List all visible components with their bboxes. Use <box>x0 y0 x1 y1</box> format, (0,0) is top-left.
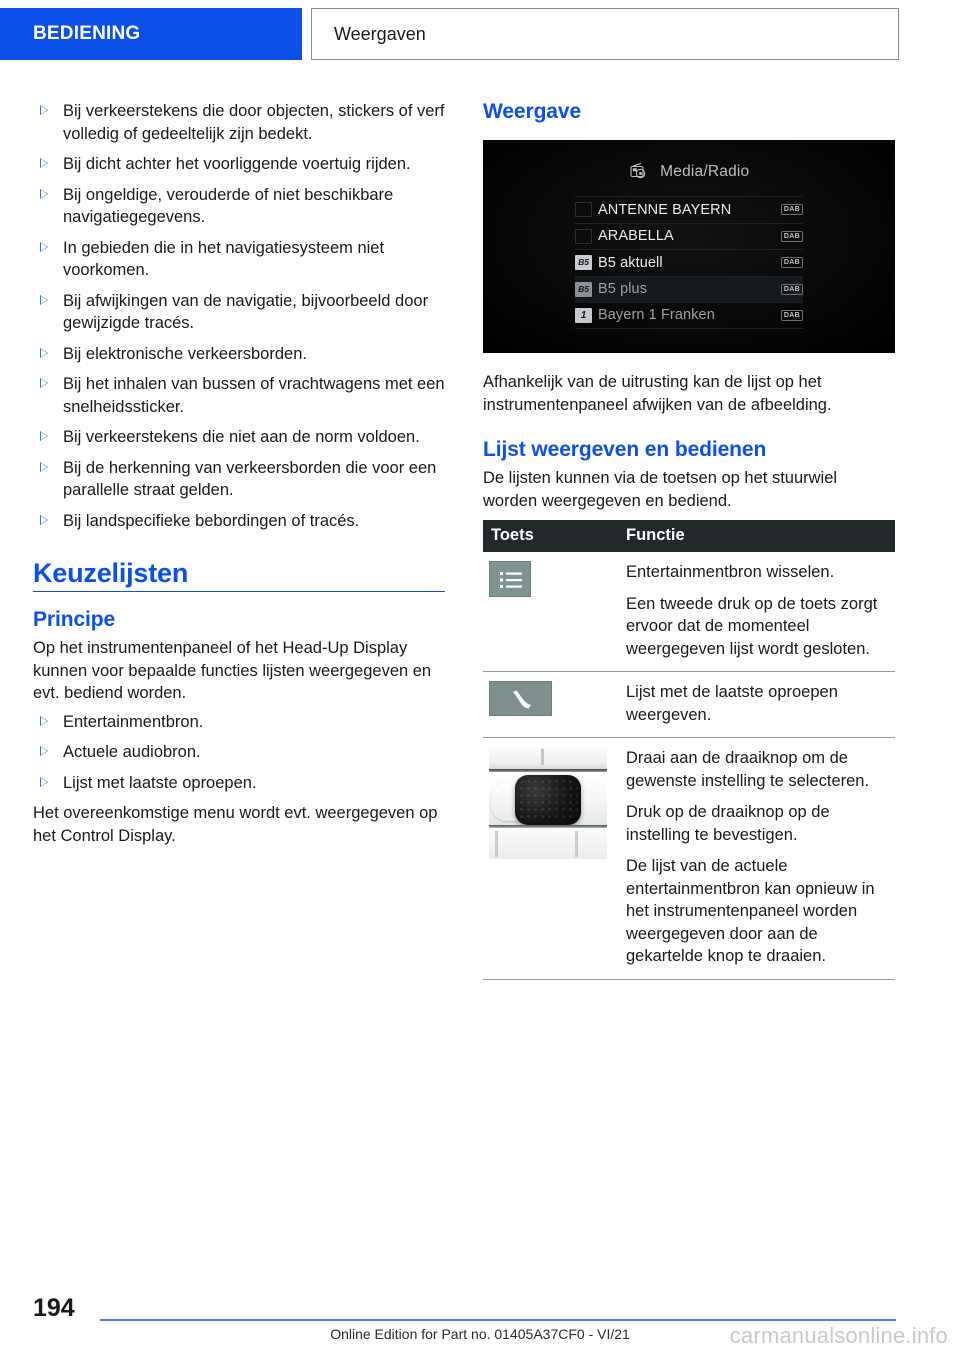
list-item <box>33 184 445 229</box>
list-item-text: Bij de herkenning van verkeersborden die voor een parallelle straat gelden. <box>63 458 437 499</box>
list-item-text: Lijst met laatste oproepen. <box>63 773 257 792</box>
list-item <box>33 373 445 418</box>
table-row <box>483 738 895 980</box>
station-logo-icon: 1 <box>575 308 592 323</box>
list-button-icon <box>489 561 531 597</box>
list-item-text: In gebieden die in het navigatiesysteem niet voorkomen. <box>63 238 385 279</box>
dab-badge: DAB <box>781 204 803 215</box>
triangle-bullet-icon <box>40 348 49 359</box>
table-header-row <box>483 520 895 552</box>
list-item-text: Entertainmentbron. <box>63 712 204 731</box>
station-name: ARABELLA <box>598 228 674 245</box>
table-row <box>483 672 895 738</box>
triangle-bullet-icon <box>40 462 49 473</box>
list-item-text: Bij ongeldige, verouderde of niet beschikbare navigatiegegevens. <box>63 185 394 226</box>
header-chapter-label: BEDIENING <box>33 23 141 44</box>
table-cell-function <box>618 672 895 738</box>
station-logo-icon <box>575 202 592 217</box>
function-text: Lijst met de laatste oproepen weergeven. <box>626 683 838 724</box>
triangle-bullet-icon <box>40 189 49 200</box>
station-logo-icon: B5 <box>575 255 592 270</box>
display-title-row <box>483 163 895 184</box>
footer-rule <box>100 1319 896 1321</box>
lijst-intro-text: De lijsten kunnen via de toetsen op het stuurwiel worden weergegeven en bediend. <box>483 469 838 510</box>
dab-badge: DAB <box>781 231 803 242</box>
station-name: B5 plus <box>598 281 648 298</box>
radio-icon <box>629 163 649 184</box>
list-item <box>33 711 445 734</box>
list-item-text: Bij elektronische verkeersborden. <box>63 344 307 363</box>
function-text: De lijst van de actuele entertainmentbron kan opnieuw in het instrumentenpaneel worden weergegeven door aan de gekartelde knop te draaien. <box>626 857 875 965</box>
station-logo-icon <box>575 229 592 244</box>
display-list-item <box>575 302 803 329</box>
header-section-label: Weergaven <box>334 23 426 44</box>
figure-caption: Afhankelijk van de uitrusting kan de lijst op het instrumentenpaneel afwijken van de afbeelding. <box>483 373 832 414</box>
limitations-bullet-list <box>33 100 445 532</box>
triangle-bullet-icon <box>40 295 49 306</box>
list-item-text: Bij het inhalen van bussen of vrachtwagens met een snelheidssticker. <box>63 375 445 416</box>
triangle-bullet-icon <box>40 716 49 727</box>
list-item <box>33 237 445 282</box>
list-item-text: Bij afwijkingen van de navigatie, bijvoorbeeld door gewijzigde tracés. <box>63 291 429 332</box>
left-column <box>33 100 445 849</box>
triangle-bullet-icon <box>40 242 49 253</box>
station-name: B5 aktuell <box>598 254 663 271</box>
table-cell-icon <box>483 672 618 738</box>
display-list-item-selected <box>575 276 803 303</box>
table-body <box>483 552 895 979</box>
subheading-lijst-weergeven: Lijst weergeven en bedienen <box>483 438 767 461</box>
list-item-text: Bij landspecifieke bebordingen of tracés. <box>63 511 360 530</box>
list-item <box>33 741 445 764</box>
list-item <box>33 426 445 449</box>
controls-table <box>483 520 895 980</box>
knob-photo-panel-top <box>489 747 607 769</box>
list-item <box>33 100 445 145</box>
display-list-item <box>575 223 803 250</box>
triangle-bullet-icon <box>40 378 49 389</box>
page-number: 194 <box>33 1294 75 1322</box>
table-cell-function <box>618 738 895 980</box>
station-name: ANTENNE BAYERN <box>598 201 732 218</box>
function-text: Druk op de draaiknop op de instelling te bevestigen. <box>626 803 830 844</box>
list-item <box>33 290 445 335</box>
list-item-text: Bij verkeerstekens die niet aan de norm voldoen. <box>63 428 420 446</box>
page-header <box>0 8 960 60</box>
list-item <box>33 153 445 176</box>
triangle-bullet-icon <box>40 105 49 116</box>
function-text: Een tweede druk op de toets zorgt ervoor dat de momenteel weergegeven lijst wordt gesloten. <box>626 594 878 658</box>
right-column <box>483 100 895 980</box>
column-header-functie: Functie <box>618 520 895 552</box>
list-item <box>33 772 445 795</box>
list-item-text: Actuele audiobron. <box>63 743 201 761</box>
header-chapter-tab <box>0 8 302 60</box>
knob-photo-panel-bottom <box>489 828 607 859</box>
function-text: Draai aan de draaiknop om de gewenste instelling te selecteren. <box>626 749 870 790</box>
table-row <box>483 552 895 672</box>
triangle-bullet-icon <box>40 515 49 526</box>
principe-outro-text: Het overeenkomstige menu wordt evt. weergegeven op het Control Display. <box>33 804 438 845</box>
dab-badge: DAB <box>781 284 803 295</box>
dab-badge: DAB <box>781 257 803 268</box>
table-cell-function <box>618 552 895 672</box>
display-list-item <box>575 249 803 276</box>
footer-edition-note: Online Edition for Part no. 01405A37CF0 - VI/21 <box>330 1326 630 1342</box>
heading-rule <box>33 591 445 592</box>
column-header-toets: Toets <box>483 520 618 552</box>
list-item-text: Bij verkeerstekens die door objecten, stickers of verf volledig of gedeeltelijk zijn bedekt. <box>63 102 445 143</box>
display-list-item <box>575 196 803 223</box>
table-head <box>483 520 895 552</box>
list-item <box>33 457 445 502</box>
principe-intro-text: Op het instrumentenpaneel of het Head-Up Display kunnen voor bepaalde functies lijsten weergegeven en evt. bediend worden. <box>33 639 432 702</box>
triangle-bullet-icon <box>40 158 49 169</box>
table-cell-icon <box>483 552 618 672</box>
instrument-display-figure <box>483 140 895 353</box>
dab-badge: DAB <box>781 310 803 321</box>
display-station-list <box>575 196 803 329</box>
knob-photo-tick <box>575 831 578 857</box>
function-text: Entertainmentbron wisselen. <box>626 563 835 581</box>
list-item <box>33 343 445 366</box>
station-logo-icon: B5 <box>575 282 592 297</box>
subheading-weergave: Weergave <box>483 100 582 123</box>
triangle-bullet-icon <box>40 777 49 788</box>
rotary-knob-photo <box>489 747 607 859</box>
knob-photo-tick <box>541 749 544 765</box>
table-cell-icon <box>483 738 618 980</box>
triangle-bullet-icon <box>40 431 49 442</box>
display-title-label: Media/Radio <box>660 163 750 180</box>
section-heading-keuzelijsten: Keuzelijsten <box>33 558 189 588</box>
list-item-text: Bij dicht achter het voorliggende voertuig rijden. <box>63 155 411 173</box>
subheading-principe: Principe <box>33 608 116 631</box>
principe-bullet-list <box>33 711 445 795</box>
header-section-tab <box>311 8 899 60</box>
triangle-bullet-icon <box>40 746 49 757</box>
knob-photo-tick <box>495 831 498 857</box>
watermark-text: carmanualsonline.info <box>729 1323 948 1348</box>
page-footer <box>0 1282 960 1362</box>
phone-button-icon <box>489 681 552 716</box>
list-item <box>33 510 445 533</box>
knob-knurled-surface <box>515 775 581 825</box>
station-name: Bayern 1 Franken <box>598 307 715 324</box>
